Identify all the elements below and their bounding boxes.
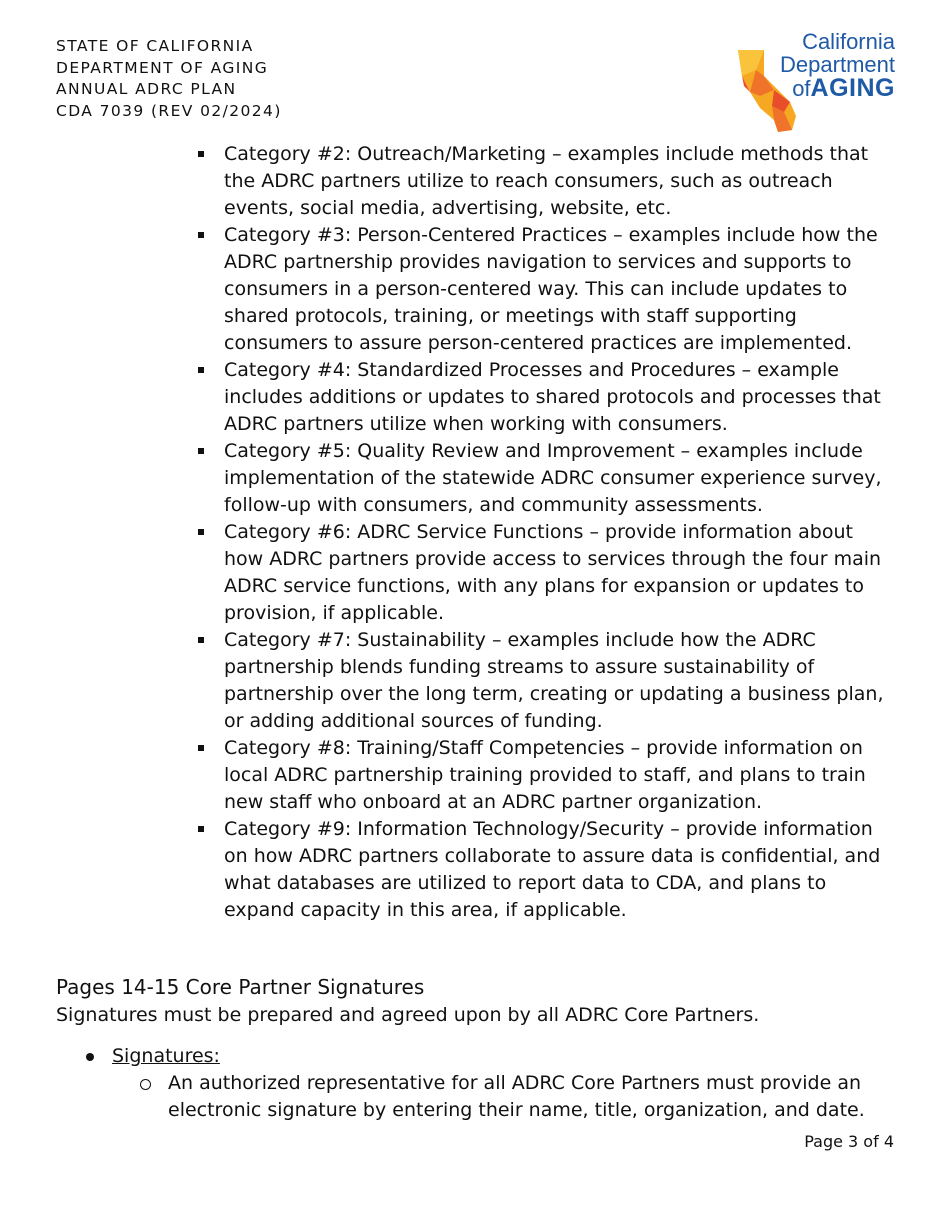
square-bullet-icon: [198, 826, 204, 832]
logo-wordmark: [780, 30, 895, 101]
document-header: [56, 36, 282, 122]
category-item: [196, 519, 896, 627]
logo-text-aging: AGING: [810, 74, 895, 102]
logo-text-california: California: [802, 29, 895, 54]
category-text: Category #9: Information Technology/Security – provide information on how ADRC partners collaborate to assure data is confidential, and what databases are utilized to report data to CDA, and plans to expand capacity in this area, if applicable.: [224, 818, 881, 921]
category-item: [196, 627, 896, 735]
logo-text-of: of: [792, 76, 811, 101]
section-intro-text: Signatures must be prepared and agreed upon by all ADRC Core Partners.: [56, 1004, 760, 1026]
cda-logo: [734, 30, 899, 134]
header-line-plan: ANNUAL ADRC PLAN: [56, 80, 237, 98]
category-item: [196, 816, 896, 924]
square-bullet-icon: [198, 367, 204, 373]
hollow-circle-bullet-icon: [140, 1079, 151, 1090]
category-list: [196, 141, 896, 924]
round-bullet-icon: [86, 1053, 94, 1061]
header-line-department: DEPARTMENT OF AGING: [56, 58, 269, 77]
category-text: Category #3: Person-Centered Practices – examples include how the ADRC partnership provides navigation to services and supports to consumers in a person-centered way. This can include updates to shared protocols, training, or meetings with staff supporting consumers to assure person-centered practices are implemented.: [224, 224, 878, 354]
category-text: Category #2: Outreach/Marketing – examples include methods that the ADRC partners utilize to reach consumers, such as outreach events, social media, advertising, website, etc.: [224, 143, 869, 219]
square-bullet-icon: [198, 745, 204, 751]
logo-text-department: Department: [780, 52, 895, 77]
signatures-label: Signatures:: [112, 1045, 220, 1067]
signatures-list-item: [112, 1043, 220, 1070]
category-text: Category #7: Sustainability – examples include how the ADRC partnership blends funding streams to assure sustainability of partnership over the long term, creating or updating a business plan, or adding additional sources of funding.: [224, 629, 884, 732]
logo-text-of-aging: [780, 76, 895, 101]
category-item: [196, 735, 896, 816]
category-item: [196, 438, 896, 519]
header-line-form-number: CDA 7039 (REV 02/2024): [56, 101, 282, 120]
category-text: Category #6: ADRC Service Functions – provide information about how ADRC partners provide access to services through the four main ADRC service functions, with any plans for expansion or updates to provision, if applicable.: [224, 521, 882, 624]
category-item: [196, 141, 896, 222]
section-heading: Pages 14-15 Core Partner Signatures: [56, 975, 425, 999]
square-bullet-icon: [198, 637, 204, 643]
square-bullet-icon: [198, 448, 204, 454]
header-line-state: STATE OF CALIFORNIA: [56, 37, 254, 55]
category-text: Category #5: Quality Review and Improvement – examples include implementation of the statewide ADRC consumer experience survey, follow-up with consumers, and community assessments.: [224, 440, 882, 516]
square-bullet-icon: [198, 232, 204, 238]
category-text: Category #8: Training/Staff Competencies – provide information on local ADRC partnership training provided to staff, and plans to train new staff who onboard at an ADRC partner organization.: [224, 737, 866, 813]
page-number: Page 3 of 4: [804, 1132, 894, 1151]
square-bullet-icon: [198, 151, 204, 157]
category-item: [196, 357, 896, 438]
square-bullet-icon: [198, 529, 204, 535]
category-text: Category #4: Standardized Processes and Procedures – example includes additions or updates to shared protocols and processes that ADRC partners utilize when working with consumers.: [224, 359, 881, 435]
category-item: [196, 222, 896, 357]
signature-instruction-text: An authorized representative for all ADRC Core Partners must provide an electronic signature by entering their name, title, organization, and date.: [168, 1072, 865, 1121]
